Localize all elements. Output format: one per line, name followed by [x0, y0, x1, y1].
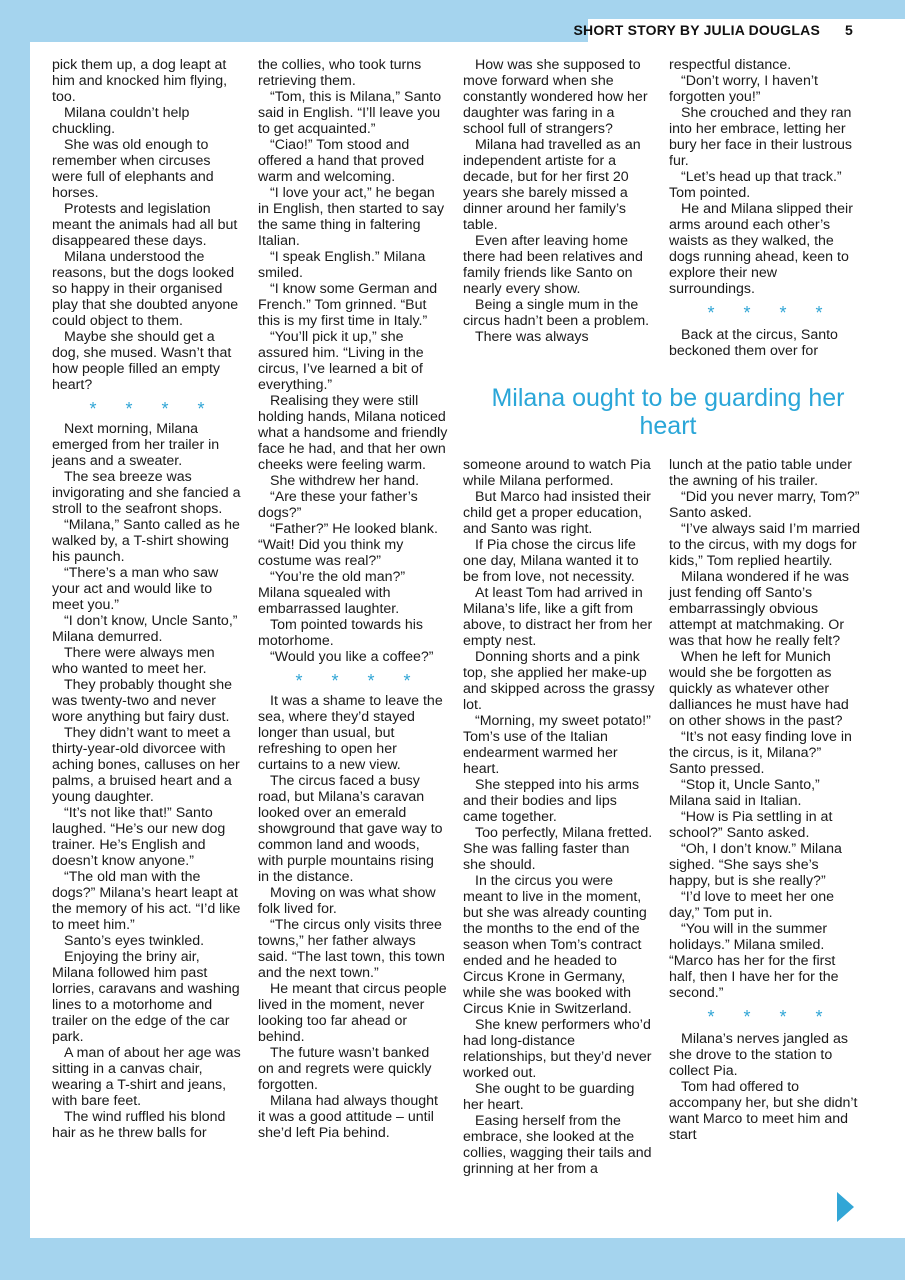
- col4b-text: [669, 327, 861, 359]
- paragraph: They probably thought she was twenty-two and never wore anything but fairy dust.: [52, 677, 232, 725]
- paragraph: Donning shorts and a pink top, she applied her make-up and skipped across the grassy lot.: [463, 649, 655, 713]
- paragraph: “The old man with the dogs?” Milana’s heart leapt at the memory of his act. “I’d like to meet him.”: [52, 869, 241, 933]
- paragraph: Tom had offered to accompany her, but she didn’t want Marco to meet him and start: [669, 1079, 858, 1143]
- col2-text: [258, 57, 448, 665]
- paragraph: Realising they were still holding hands, Milana noticed what a handsome and friendly face he had, and that her own cheeks were feeling warm.: [258, 393, 448, 473]
- paragraph: “The circus only visits three towns,” her father always said. “The last town, this town and the next town.”: [258, 917, 445, 981]
- paragraph: “I’d love to meet her one day,” Tom put in.: [669, 889, 834, 921]
- paragraph: If Pia chose the circus life one day, Milana wanted it to be from love, not necessity.: [463, 537, 639, 585]
- paragraph: “How is Pia settling in at school?” Santo asked.: [669, 809, 833, 841]
- paragraph: “Tom, this is Milana,” Santo said in English. “I’ll leave you to get acquainted.”: [258, 89, 442, 137]
- paragraph: Too perfectly, Milana fretted. She was falling faster than she should.: [463, 825, 653, 873]
- paragraph: Santo’s eyes twinkled.: [64, 933, 205, 949]
- paragraph: The wind ruffled his blond hair as he threw balls for: [52, 1109, 226, 1141]
- paragraph: “Milana,” Santo called as he walked by, a T-shirt showing his paunch.: [52, 517, 240, 565]
- paragraph: “You will in the summer holidays.” Milana smiled. “Marco has her for the first half, then I have her for the second.”: [669, 921, 839, 1001]
- paragraph: “Would you like a coffee?”: [270, 649, 434, 665]
- section-break-stars: * * * *: [295, 671, 423, 691]
- paragraph: Milana’s nerves jangled as she drove to the station to collect Pia.: [669, 1031, 848, 1079]
- paragraph: The circus faced a busy road, but Milana’s caravan looked over an emerald showground that gave way to common land and woods, with purple mountains rising in the distance.: [258, 773, 443, 885]
- pull-quote: Milana ought to be guarding her heart: [491, 384, 845, 440]
- paragraph: Milana understood the reasons, but the dogs looked so happy in their organised play that she doubted anyone could object to them.: [52, 249, 239, 329]
- paragraph: She ought to be guarding her heart.: [463, 1081, 635, 1113]
- column-1: [52, 57, 242, 1141]
- paragraph: “Stop it, Uncle Santo,” Milana said in Italian.: [669, 777, 820, 809]
- paragraph: “It’s not easy finding love in the circus, is it, Milana?” Santo pressed.: [669, 729, 852, 777]
- paragraph: The sea breeze was invigorating and she fancied a stroll to the seafront shops.: [52, 469, 241, 517]
- paragraph: She crouched and they ran into her embrace, letting her bury her face in their lustrous fur.: [669, 105, 852, 169]
- paragraph: someone around to watch Pia while Milana performed.: [463, 457, 651, 489]
- column-4-bottom: [669, 457, 861, 1143]
- paragraph: Next morning, Milana emerged from her trailer in jeans and a sweater.: [52, 421, 220, 469]
- paragraph: “I don’t know, Uncle Santo,” Milana demurred.: [52, 613, 238, 645]
- paragraph: Enjoying the briny air, Milana followed him past lorries, caravans and washing lines to a motorhome and trailer on the edge of the car park.: [52, 949, 240, 1045]
- paragraph: He meant that circus people lived in the moment, never looking too far ahead or behind.: [258, 981, 447, 1045]
- col3b-text: [463, 457, 655, 1177]
- col4d-text: [669, 1031, 861, 1143]
- paragraph: pick them up, a dog leapt at him and knocked him flying, too.: [52, 57, 228, 105]
- paragraph: “I know some German and French.” Tom grinned. “But this is my first time in Italy.”: [258, 281, 438, 329]
- next-page-arrow-icon[interactable]: [837, 1192, 854, 1222]
- paragraph: the collies, who took turns retrieving them.: [258, 57, 422, 89]
- paragraph: “Did you never marry, Tom?” Santo asked.: [669, 489, 860, 521]
- paragraph: Protests and legislation meant the animals had all but disappeared these days.: [52, 201, 238, 249]
- column-2: [258, 57, 448, 1141]
- paragraph: Milana couldn’t help chuckling.: [52, 105, 190, 137]
- paragraph: lunch at the patio table under the awning of his trailer.: [669, 457, 852, 489]
- paragraph: They didn’t want to meet a thirty-year-old divorcee with aching bones, calluses on her palms, a bruised heart and a young daughter.: [52, 725, 240, 805]
- col1-text: [52, 57, 242, 393]
- column-3-top: [463, 57, 655, 345]
- paragraph: “It’s not like that!” Santo laughed. “He’s our new dog trainer. He’s English and doesn’t know anyone.”: [52, 805, 226, 869]
- paragraph: “I’ve always said I’m married to the circus, with my dogs for kids,” Tom replied heartily.: [669, 521, 860, 569]
- paragraph: But Marco had insisted their child get a proper education, and Santo was right.: [463, 489, 651, 537]
- paragraph: Milana wondered if he was just fending off Santo’s embarrassingly obvious attempt at matchmaking. Or was that how he really felt?: [669, 569, 849, 649]
- paragraph: “Ciao!” Tom stood and offered a hand that proved warm and welcoming.: [258, 137, 425, 185]
- paragraph: He and Milana slipped their arms around each other’s waists as they walked, the dogs running ahead, keen to explore their new surroundings.: [669, 201, 853, 297]
- paragraph: When he left for Munich would she be forgotten as quickly as whatever other dalliances he must have had on other shows in the past?: [669, 649, 849, 729]
- column-4-top: [669, 57, 861, 359]
- paragraph: A man of about her age was sitting in a canvas chair, wearing a T-shirt and jeans, with bare feet.: [52, 1045, 241, 1109]
- paragraph: There were always men who wanted to meet her.: [52, 645, 215, 677]
- column-3-bottom: [463, 457, 655, 1177]
- paragraph: It was a shame to leave the sea, where they’d stayed longer than usual, but refreshing to open her curtains to a new view.: [258, 693, 443, 773]
- paragraph: Even after leaving home there had been relatives and family friends like Santo on nearly every show.: [463, 233, 643, 297]
- paragraph: respectful distance.: [669, 57, 792, 73]
- paragraph: Tom pointed towards his motorhome.: [258, 617, 423, 649]
- paragraph: She knew performers who’d had long-distance relationships, but they’d never worked out.: [463, 1017, 652, 1081]
- page-header: [0, 20, 905, 42]
- paragraph: At least Tom had arrived in Milana’s life, like a gift from above, to distract her from her empty nest.: [463, 585, 653, 649]
- paragraph: “Oh, I don’t know.” Milana sighed. “She says she’s happy, but is she really?”: [669, 841, 842, 889]
- paragraph: “I speak English.” Milana smiled.: [258, 249, 426, 281]
- page-number: 5: [845, 22, 853, 38]
- section-break-stars: * * * *: [707, 1007, 835, 1027]
- paragraph: There was always: [475, 329, 589, 345]
- paragraph: She was old enough to remember when circuses were full of elephants and horses.: [52, 137, 214, 201]
- paragraph: The future wasn’t banked on and regrets were quickly forgotten.: [258, 1045, 432, 1093]
- paragraph: “There’s a man who saw your act and would like to meet you.”: [52, 565, 219, 613]
- paragraph: How was she supposed to move forward when she constantly wondered how her daughter was faring in a school full of strangers?: [463, 57, 648, 137]
- paragraph: “Father?” He looked blank. “Wait! Did you think my costume was real?”: [258, 521, 438, 569]
- col2b-text: [258, 693, 448, 1141]
- paragraph: Maybe she should get a dog, she mused. Wasn’t that how people filled an empty heart?: [52, 329, 232, 393]
- paragraph: “Don’t worry, I haven’t forgotten you!”: [669, 73, 818, 105]
- paragraph: “I love your act,” he began in English, then started to say the same thing in faltering Italian.: [258, 185, 445, 249]
- paragraph: “Are these your father’s dogs?”: [258, 489, 418, 521]
- paragraph: In the circus you were meant to live in the moment, but she was already counting the months to the end of the season when Tom’s contract ended and he headed to Circus Krone in Germany, while she was booked with Circus Knie in Switzerland.: [463, 873, 647, 1017]
- paragraph: “You’ll pick it up,” she assured him. “Living in the circus, I’ve learned a bit of everything.”: [258, 329, 424, 393]
- col3-text: [463, 57, 655, 345]
- col4-text: [669, 57, 861, 297]
- col4c-text: [669, 457, 861, 1001]
- paragraph: “You’re the old man?” Milana squealed with embarrassed laughter.: [258, 569, 406, 617]
- paragraph: She withdrew her hand.: [270, 473, 420, 489]
- paragraph: “Morning, my sweet potato!” Tom’s use of the Italian endearment warmed her heart.: [463, 713, 651, 777]
- paragraph: Moving on was what show folk lived for.: [258, 885, 436, 917]
- section-break-stars: * * * *: [707, 303, 835, 323]
- section-break-stars: * * * *: [89, 399, 217, 419]
- paragraph: “Let’s head up that track.” Tom pointed.: [669, 169, 842, 201]
- header-title: SHORT STORY BY JULIA DOUGLAS: [573, 22, 820, 38]
- paragraph: Being a single mum in the circus hadn’t been a problem.: [463, 297, 650, 329]
- paragraph: She stepped into his arms and their bodies and lips came together.: [463, 777, 640, 825]
- paragraph: Back at the circus, Santo beckoned them over for: [669, 327, 838, 359]
- paragraph: Easing herself from the embrace, she looked at the collies, wagging their tails and grinning at her from a: [463, 1113, 652, 1177]
- col1b-text: [52, 421, 242, 1141]
- paragraph: Milana had travelled as an independent artiste for a decade, but for her first 20 years she barely missed a dinner around her family’s table.: [463, 137, 641, 233]
- paragraph: Milana had always thought it was a good attitude – until she’d left Pia behind.: [258, 1093, 438, 1141]
